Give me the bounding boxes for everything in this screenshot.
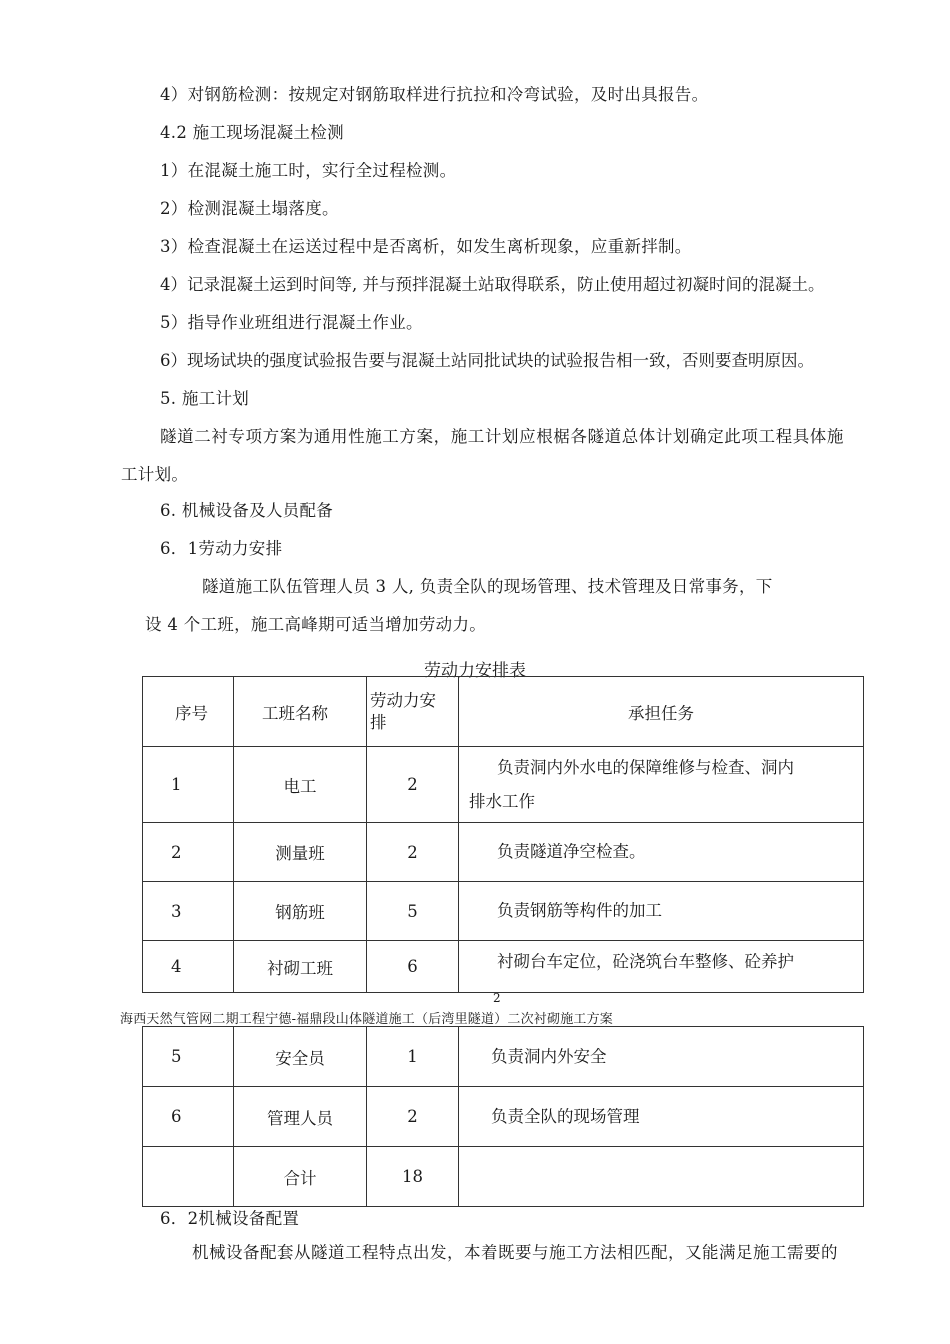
- section-6-heading: 6. 机械设备及人员配备: [160, 501, 334, 520]
- table-row: [143, 882, 864, 941]
- row-team: 管理人员: [234, 1087, 367, 1147]
- table-row: [143, 747, 864, 823]
- para-labor-line1: 隧道施工队伍管理人员 3 人, 负责全队的现场管理、技术管理及日常事务，下: [202, 577, 773, 596]
- row-count: 2: [367, 1087, 459, 1147]
- header-labor: 劳动力安 排: [367, 677, 459, 747]
- row-no: 4: [143, 941, 234, 993]
- row-team: 测量班: [234, 823, 367, 882]
- row-count: 5: [367, 882, 459, 941]
- table-row: [143, 823, 864, 882]
- table-row: [143, 1087, 864, 1147]
- row-count: 6: [367, 941, 459, 993]
- row-task: [459, 1147, 864, 1207]
- para-steel-test: 4）对钢筋检测：按规定对钢筋取样进行抗拉和冷弯试验，及时出具报告。: [160, 85, 709, 104]
- table-title: 劳动力安排表: [424, 661, 526, 681]
- row-no: [143, 1147, 234, 1207]
- row-team: 电工: [234, 747, 367, 823]
- row-no: 5: [143, 1027, 234, 1087]
- row-team: 合计: [234, 1147, 367, 1207]
- table-row: [143, 1027, 864, 1087]
- header-team: 工班名称: [234, 677, 367, 747]
- section-6-2-heading: 6．2机械设备配置: [160, 1209, 300, 1228]
- row-task: 衬砌台车定位，砼浇筑台车整修、砼养护: [459, 941, 864, 993]
- table-row: [143, 941, 864, 993]
- row-team: 衬砌工班: [234, 941, 367, 993]
- para-plan-line2: 工计划。: [121, 465, 189, 484]
- row-no: 2: [143, 823, 234, 882]
- row-team: 安全员: [234, 1027, 367, 1087]
- page-number: 2: [493, 991, 501, 1005]
- row-task: 负责隧道净空检查。: [459, 823, 864, 882]
- para-labor-line2: 设 4 个工班，施工高峰期可适当增加劳动力。: [145, 615, 487, 634]
- para-item-6: 6）现场试块的强度试验报告要与混凝土站同批试块的试验报告相一致，否则要查明原因。: [160, 351, 814, 370]
- row-no: 3: [143, 882, 234, 941]
- section-5-heading: 5. 施工计划: [160, 389, 250, 408]
- table-header-row: [143, 677, 864, 747]
- row-task: 负责全队的现场管理: [459, 1087, 864, 1147]
- row-count: 1: [367, 1027, 459, 1087]
- labor-table-page2: [142, 1026, 864, 1207]
- row-no: 6: [143, 1087, 234, 1147]
- row-task: 负责钢筋等构件的加工: [459, 882, 864, 941]
- para-item-2: 2）检测混凝土塌落度。: [160, 199, 339, 218]
- row-task: 负责洞内外水电的保障维修与检查、洞内 排水工作: [459, 747, 864, 823]
- para-item-4: 4）记录混凝土运到时间等, 并与预拌混凝土站取得联系，防止使用超过初凝时间的混凝土。: [160, 275, 825, 294]
- header-task: 承担任务: [459, 677, 864, 747]
- header-no: 序号: [143, 677, 234, 747]
- labor-table-page1: [142, 676, 864, 993]
- para-plan-line1: 隧道二衬专项方案为通用性施工方案，施工计划应根椐各隧道总体计划确定此项工程具体施: [160, 427, 844, 446]
- para-machinery: 机械设备配套从隧道工程特点出发，本着既要与施工方法相匹配，又能满足施工需要的: [192, 1243, 838, 1262]
- para-item-5: 5）指导作业班组进行混凝土作业。: [160, 313, 423, 332]
- table-total-row: [143, 1147, 864, 1207]
- para-item-1: 1）在混凝土施工时，实行全过程检测。: [160, 161, 457, 180]
- section-6-1-heading: 6．1劳动力安排: [160, 539, 283, 558]
- row-no: 1: [143, 747, 234, 823]
- row-count: 2: [367, 823, 459, 882]
- section-4-2-heading: 4.2 施工现场混凝土检测: [160, 123, 344, 142]
- running-footer: 海西天然气管网二期工程宁德-福鼎段山体隧道施工（后湾里隧道）二次衬砌施工方案: [120, 1012, 613, 1027]
- row-team: 钢筋班: [234, 882, 367, 941]
- row-task: 负责洞内外安全: [459, 1027, 864, 1087]
- row-count: 18: [367, 1147, 459, 1207]
- row-count: 2: [367, 747, 459, 823]
- para-item-3: 3）检查混凝土在运送过程中是否离析，如发生离析现象，应重新拌制。: [160, 237, 692, 256]
